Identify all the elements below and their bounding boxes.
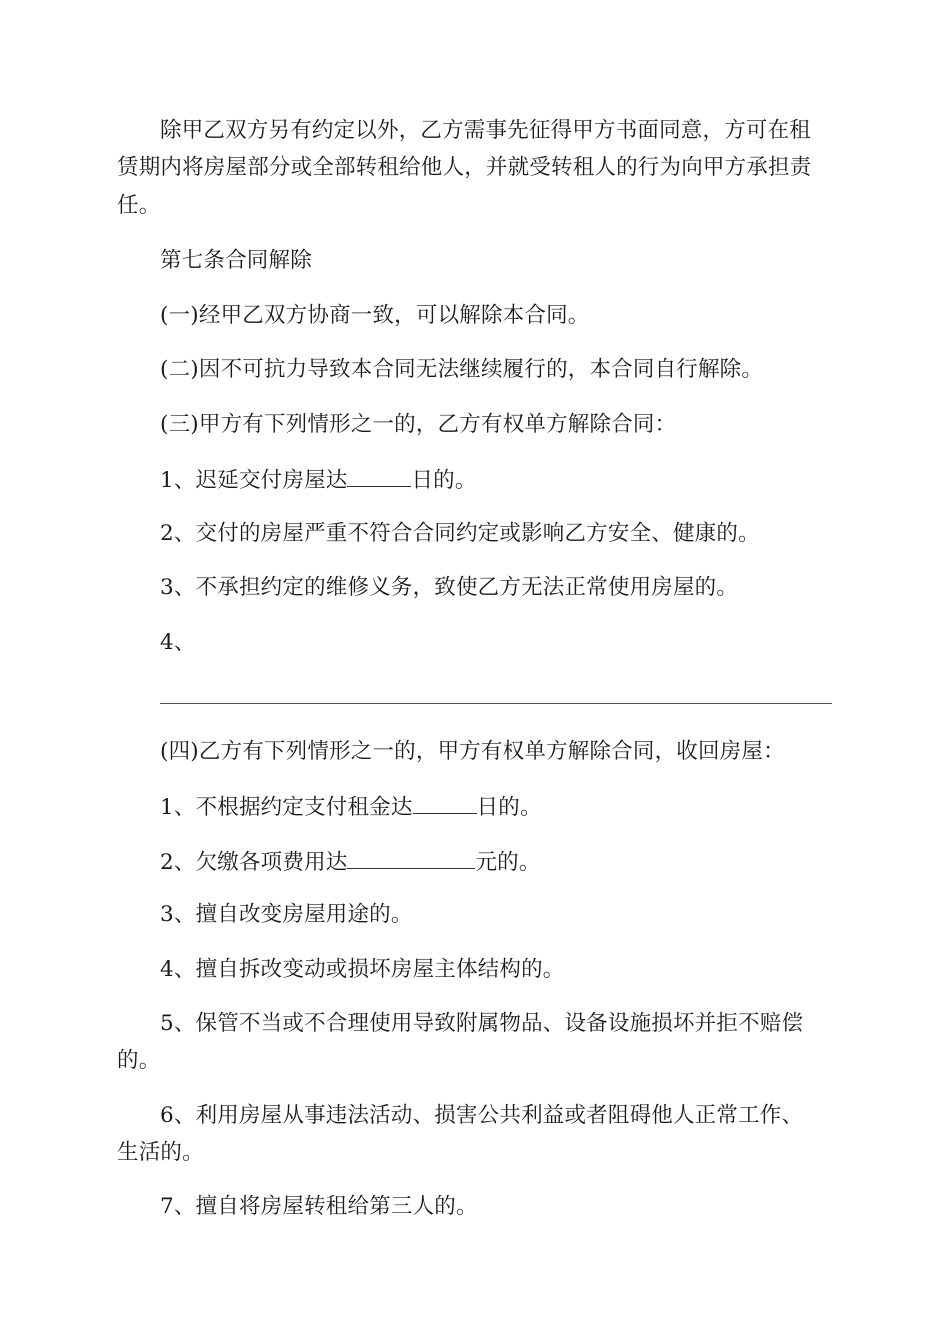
clause-4-item-2 <box>160 848 880 876</box>
clause-4-item-2-suffix: 元的。 <box>475 850 541 875</box>
clause-4: (四)乙方有下列情形之一的，甲方有权单方解除合同，收回房屋： <box>160 739 785 764</box>
clause-3-item-1 <box>160 466 880 494</box>
clause-4-item-6-line-2: 生活的。 <box>117 1140 204 1165</box>
clause-4-item-2-text: 2、欠缴各项费用达 <box>160 850 348 875</box>
clause-4-item-1 <box>160 793 880 821</box>
clause-3-item-3: 3、不承担约定的维修义务，致使乙方无法正常使用房屋的。 <box>160 575 739 600</box>
sublet-paragraph-line-2: 赁期内将房屋部分或全部转租给他人，并就受转租人的行为向甲方承担责 <box>117 155 812 180</box>
clause-1: (一)经甲乙双方协商一致，可以解除本合同。 <box>160 303 590 328</box>
fill-in-rule <box>160 703 832 704</box>
clause-3-item-1-text: 1、迟延交付房屋达 <box>160 468 348 493</box>
clause-4-item-6-line-1: 6、利用房屋从事违法活动、损害公共利益或者阻碍他人正常工作、 <box>160 1103 804 1128</box>
clause-4-item-1-suffix: 日的。 <box>476 795 542 820</box>
clause-3-item-1-suffix: 日的。 <box>411 468 477 493</box>
article-7-title: 第七条合同解除 <box>160 248 312 273</box>
clause-4-item-3: 3、擅自改变房屋用途的。 <box>160 902 413 927</box>
clause-3-item-2: 2、交付的房屋严重不符合合同约定或影响乙方安全、健康的。 <box>160 521 760 546</box>
clause-4-item-7: 7、擅自将房屋转租给第三人的。 <box>160 1194 478 1219</box>
clause-4-item-5-line-1: 5、保管不当或不合理使用导致附属物品、设备设施损坏并拒不赔偿 <box>160 1011 804 1036</box>
clause-4-item-4: 4、擅自拆改变动或损坏房屋主体结构的。 <box>160 957 565 982</box>
days-blank <box>347 466 411 487</box>
rent-days-blank <box>413 793 477 814</box>
sublet-paragraph-line-3: 任。 <box>117 193 161 218</box>
sublet-paragraph-line-1: 除甲乙双方另有约定以外，乙方需事先征得甲方书面同意，方可在租 <box>160 118 812 143</box>
amount-blank <box>347 848 475 869</box>
clause-4-item-5-line-2: 的。 <box>117 1048 161 1073</box>
clause-4-item-1-text: 1、不根据约定支付租金达 <box>160 795 413 820</box>
clause-2: (二)因不可抗力导致本合同无法继续履行的，本合同自行解除。 <box>160 357 764 382</box>
clause-3: (三)甲方有下列情形之一的，乙方有权单方解除合同： <box>160 412 677 437</box>
clause-3-item-4: 4、 <box>160 630 196 655</box>
